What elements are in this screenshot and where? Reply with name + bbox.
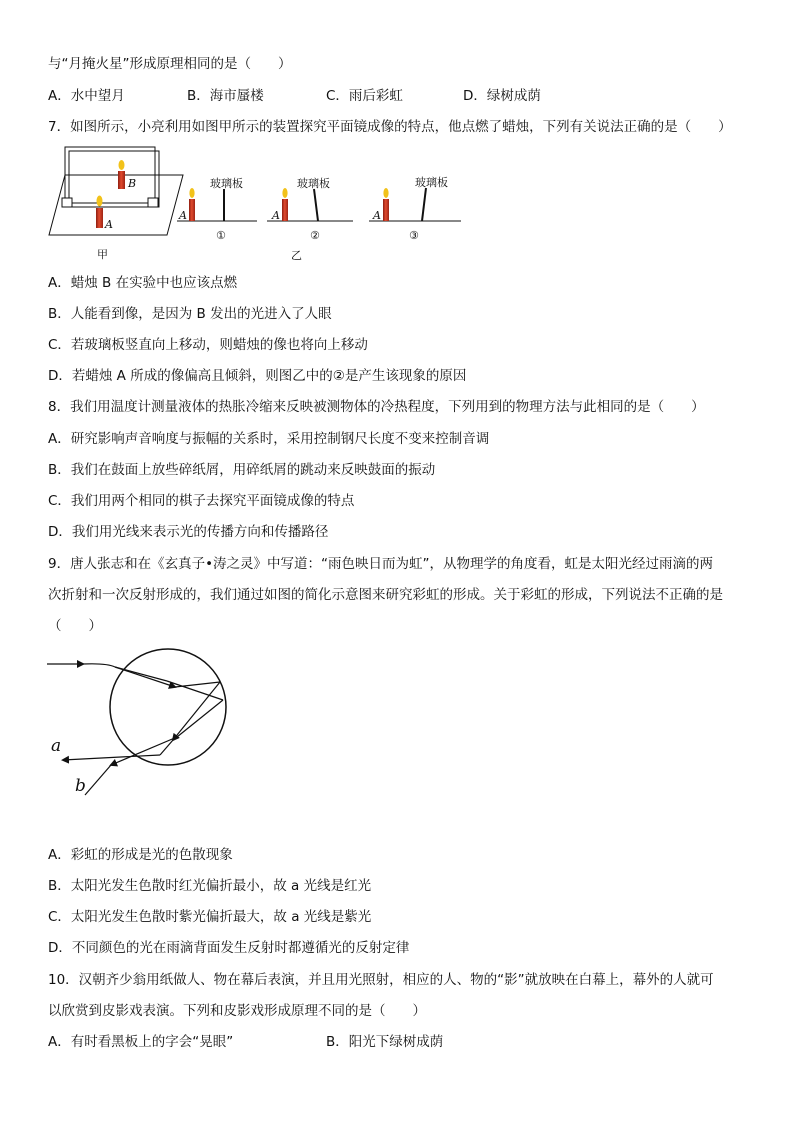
label-jia: 甲 (97, 248, 108, 261)
q6-stem: 与“月掩火星”形成原理相同的是（ ） (48, 56, 292, 72)
q7-option-c: C．若玻璃板竖直向上移动，则蜡烛的像也将向上移动 (48, 337, 368, 353)
incoming-ray (83, 664, 115, 667)
reflect-ray-1b (160, 740, 173, 755)
exit-ray-b (85, 765, 111, 795)
candle-a-label: A (373, 209, 381, 222)
panel-number: ① (216, 229, 226, 242)
panel-2 (267, 176, 353, 242)
q6-option-a: A．水中望月 (48, 88, 125, 104)
glass-label: 玻璃板 (210, 177, 243, 190)
q10-option-a: A．有时看黑板上的字会“晃眼” (48, 1034, 234, 1050)
q6-option-c: C．雨后彩虹 (326, 88, 403, 104)
reflect-ray-2 (177, 700, 223, 737)
q9-stem-line2: 次折射和一次反射形成的，我们通过如图的简化示意图来研究彩虹的形成。关于彩虹的形成，下列说法不正确的是 (48, 587, 723, 603)
q7-option-d: D．若蜡烛 A 所成的像偏高且倾斜，则图乙中的②是产生该现象的原因 (48, 368, 467, 384)
panel-number: ② (310, 229, 320, 242)
flame-icon (119, 160, 125, 170)
ray-a-label: a (51, 736, 62, 756)
panel-number: ③ (409, 229, 419, 242)
q8-option-d: D．我们用光线来表示光的传播方向和传播路径 (48, 524, 329, 540)
q8-option-b: B．我们在鼓面上放些碎纸屑，用碎纸屑的跳动来反映鼓面的振动 (48, 462, 436, 478)
candle-a (96, 196, 103, 229)
q9-option-d: D．不同颜色的光在雨滴背面发生反射时都遵循光的反射定律 (48, 940, 410, 956)
q8-option-a: A．研究影响声音响度与振幅的关系时，采用控制钢尺长度不变来控制音调 (48, 431, 490, 447)
q7-option-b: B．人能看到像，是因为 B 发出的光进入了人眼 (48, 306, 332, 322)
glass-label: 玻璃板 (297, 177, 330, 190)
q8-option-c: C．我们用两个相同的棋子去探究平面镜成像的特点 (48, 493, 355, 509)
glass-plate (314, 189, 318, 221)
q9-stem-line3: （ ） (48, 618, 102, 634)
flame-icon (189, 188, 194, 198)
raindrop-circle (110, 649, 226, 765)
q9-stem-line1: 9．唐人张志和在《玄真子•涛之灵》中写道：“雨色映日而为虹”，从物理学的角度看，虹是太阳光经过雨滴的两 (48, 556, 714, 572)
q10-stem-line2: 以欣赏到皮影戏表演。下列和皮影戏形成原理不同的是（ ） (48, 1003, 426, 1019)
apparatus-jia (49, 147, 183, 235)
glass-label: 玻璃板 (415, 176, 448, 189)
refract-ray-2b (167, 681, 223, 700)
support-left (62, 198, 72, 207)
q9-option-a: A．彩虹的形成是光的色散现象 (48, 847, 233, 863)
ray-b-label: b (75, 776, 86, 796)
q6-option-b: B．海市蜃楼 (187, 88, 264, 104)
q9-option-b: B．太阳光发生色散时红光偏折最小，故 a 光线是红光 (48, 878, 372, 894)
panel-3 (369, 175, 461, 242)
flame-icon (383, 188, 388, 198)
glass-plate-back (69, 151, 159, 207)
candle-b-label: B (128, 177, 137, 190)
panel-1 (177, 176, 257, 242)
candle-b (118, 160, 125, 189)
exit-ray-a (63, 755, 160, 760)
label-yi: 乙 (291, 249, 302, 262)
candle-a-label: A (272, 209, 280, 222)
q7-figure (45, 143, 465, 265)
q7-stem: 7．如图所示，小亮利用如图甲所示的装置探究平面镜成像的特点，他点燃了蜡烛，下列有关说法正确的是（ ） (48, 119, 732, 135)
q9-option-c: C．太阳光发生色散时紫光偏折最大，故 a 光线是紫光 (48, 909, 372, 925)
flame-icon (97, 196, 103, 207)
flame-icon (282, 188, 287, 198)
candle-a-label: A (105, 218, 113, 231)
refract-ray-2 (115, 667, 167, 681)
q8-stem: 8．我们用温度计测量液体的热胀冷缩来反映被测物体的冷热程度，下列用到的物理方法与此相同的是（ ） (48, 399, 705, 415)
glass-plate (422, 188, 426, 221)
q9-raindrop-figure (45, 645, 245, 805)
candle-a-label: A (179, 209, 187, 222)
support-right (148, 198, 158, 207)
q10-option-b: B．阳光下绿树成荫 (326, 1034, 444, 1050)
q7-option-a: A．蜡烛 B 在实验中也应该点燃 (48, 275, 238, 291)
q6-option-d: D．绿树成荫 (463, 88, 541, 104)
q10-stem-line1: 10．汉朝齐少翁用纸做人、物在幕后表演，并且用光照射，相应的人、物的“影”就放映在白幕上，幕外的人就可 (48, 972, 714, 988)
